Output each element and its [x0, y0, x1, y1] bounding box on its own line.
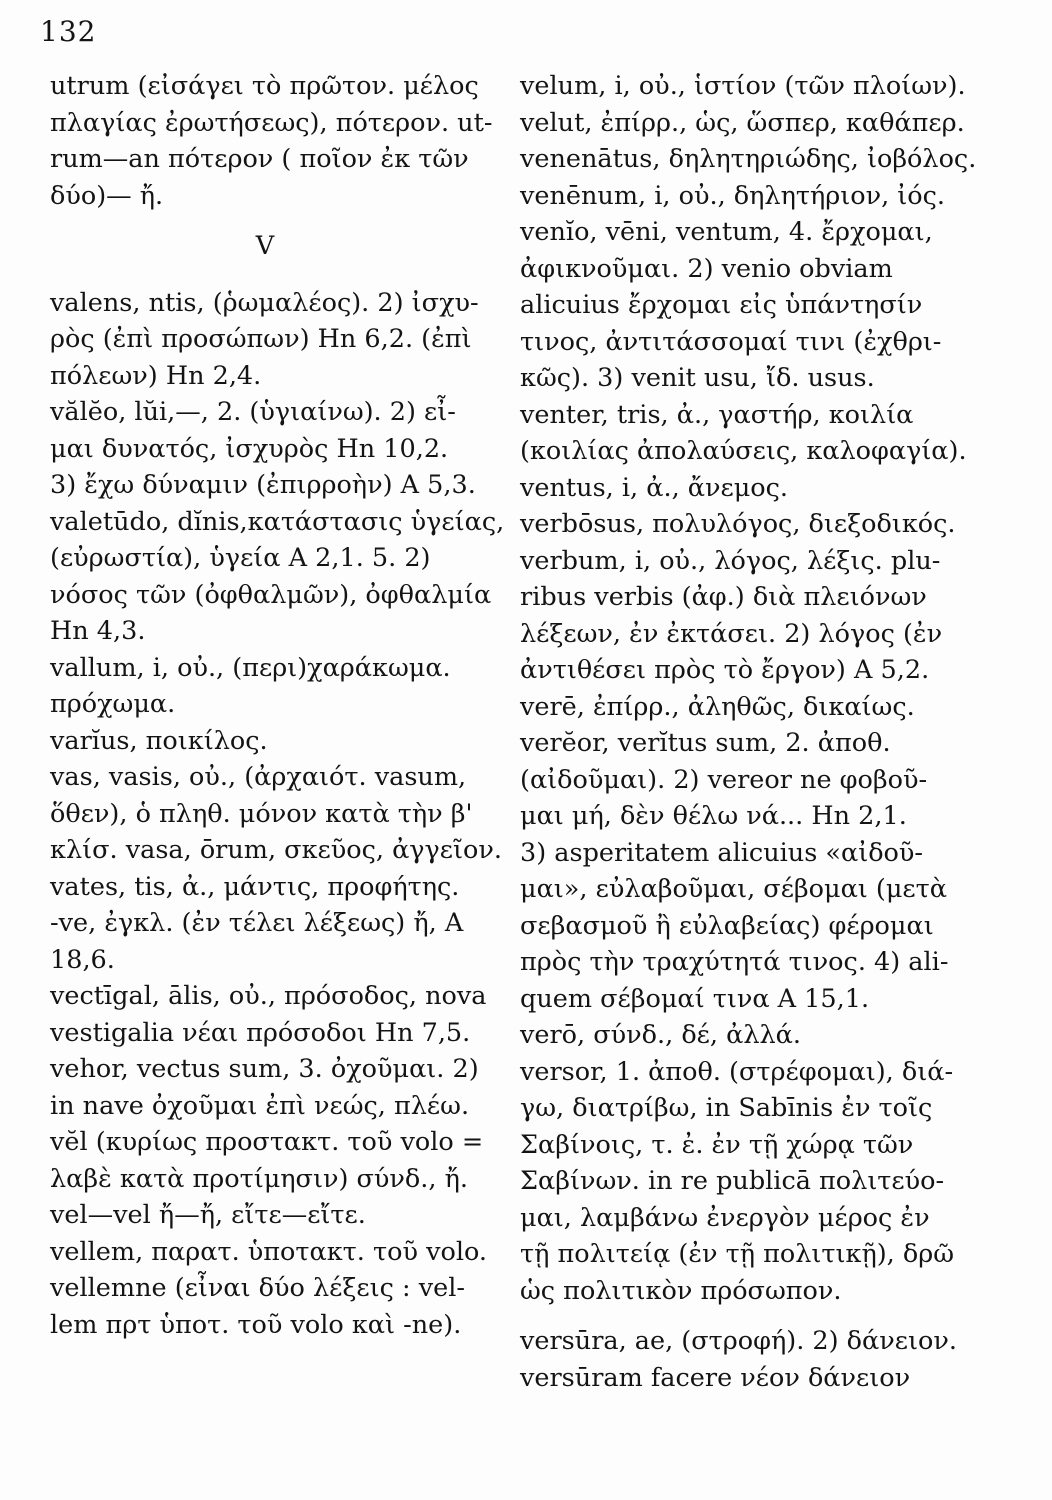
entry-line: verē, ἐπίρρ., ἀληθῶς, δικαίως. [520, 691, 915, 722]
entry-line: rum—an πότερον ( ποῖον ἐκ τῶν [50, 144, 469, 174]
entry-line: vellemne (εἶναι δύο λέξεις : vel- [50, 1273, 465, 1303]
page-number: 132 [40, 15, 97, 48]
entry-line: (εὐρωστία), ὑγεία A 2,1. 5. 2) [50, 543, 431, 573]
entry-line: vălĕo, lŭi,—, 2. (ὑγιαίνω). 2) εἶ- [50, 397, 456, 427]
entry-line: valetūdo, dĭnis,κατάστασις ὑγείας, [50, 506, 505, 537]
entry-line: (κοιλίας ἀπολαύσεις, καλοφαγία). [520, 436, 967, 466]
entry-line: venter, tris, ἀ., γαστήρ, κοιλία [520, 399, 914, 430]
entry-line: μαι μή, δὲν θέλω νά... Hn 2,1. [520, 801, 907, 831]
section-letter-heading: V [255, 231, 275, 261]
right-column [520, 68, 1020, 1396]
entry-line: νόσος τῶν (ὀφθαλμῶν), ὀφθαλμία [50, 579, 492, 610]
entry-line: ἀντιθέσει πρὸς τὸ ἔργον) A 5,2. [520, 655, 930, 685]
entry-line: λέξεων, ἐν ἐκτάσει. 2) λόγος (ἐν [520, 618, 943, 649]
entry-line: valens, ntis, (ῥωμαλέος). 2) ἰσχυ- [50, 287, 479, 318]
entry-line: σεβασμοῦ ἢ εὐλαβείας) φέρομαι [520, 910, 934, 941]
entry-line: vallum, i, οὐ., (περι)χαράκωμα. [50, 652, 451, 683]
entry-line: μαι», εὐλαβοῦμαι, σέβομαι (μετὰ [520, 874, 947, 904]
entry-line: verō, σύνδ., δέ, ἀλλά. [520, 1020, 801, 1050]
entry-line: vestigalia νέαι πρόσοδοι Hn 7,5. [50, 1017, 471, 1048]
entry-line: Σαβίνοις, τ. ἐ. ἐν τῇ χώρᾳ τῶν [520, 1129, 914, 1160]
entry-line: velum, i, οὐ., ἱστίον (τῶν πλοίων). [520, 71, 966, 101]
entry-line: ribus verbis (ἀφ.) διὰ πλειόνων [520, 582, 927, 612]
entry-line: vas, vasis, οὐ., (ἀρχαιότ. vasum, [50, 762, 467, 792]
entry-line: versūra, ae, (στροφή). 2) δάνειον. [520, 1326, 957, 1356]
left-column [50, 68, 505, 1343]
entry-line: πρόχωμα. [50, 689, 176, 719]
entry-line: δύο)— ἤ. [50, 180, 164, 211]
entry-line: venēnum, i, οὐ., δηλητήριον, ἰός. [520, 180, 946, 211]
entry-line: in nave ὀχοῦμαι ἐπὶ νεώς, πλέω. [50, 1090, 470, 1121]
entry-line: μαι δυνατός, ἰσχυρὸς Hn 10,2. [50, 433, 449, 464]
entry-line: vehor, vectus sum, 3. ὀχοῦμαι. 2) [50, 1054, 479, 1084]
entry-line: πρὸς τὴν τραχύτητά τινος. 4) ali- [520, 947, 949, 977]
entry-line: verbōsus, πολυλόγος, διεξοδικός. [520, 509, 956, 539]
entry-line: versor, 1. ἀποθ. (στρέφομαι), διά- [520, 1056, 954, 1087]
entry-line: τινος, ἀντιτάσσομαί τινι (ἐχθρι- [520, 326, 942, 357]
entry-line: ventus, i, ἀ., ἄνεμος. [520, 472, 789, 503]
entry-line: vellem, παρατ. ὑποτακτ. τοῦ volo. [50, 1236, 487, 1267]
entry-line: vĕl (κυρίως προστακτ. τοῦ volo = [50, 1127, 484, 1157]
entry-line: vel—vel ἤ—ἤ, εἴτε—εἴτε. [50, 1200, 366, 1230]
entry-line: varĭus, ποικίλος. [50, 725, 268, 756]
entry-line: ὡς πολιτικὸν πρόσωπον. [520, 1275, 842, 1306]
entry-line: ρὸς (ἐπὶ προσώπων) Hn 6,2. (ἐπὶ [50, 324, 472, 354]
entry-line: 3) asperitatem alicuius «αἰδοῦ- [520, 837, 924, 868]
entry-line: ὅθεν), ὁ πληθ. μόνον κατὰ τὴν β' [50, 798, 473, 829]
entry-line: λαβὲ κατὰ προτίμησιν) σύνδ., ἤ. [50, 1163, 468, 1194]
entry-line: -ve, ἐγκλ. (ἐν τέλει λέξεως) ἤ, A [50, 908, 464, 938]
entry-line: Hn 4,3. [50, 616, 146, 646]
entry-line: vectīgal, ālis, οὐ., πρόσοδος, nova [50, 981, 487, 1011]
entry-line: quem σέβομαί τινα A 15,1. [520, 983, 870, 1014]
entry-line: τῇ πολιτείᾳ (ἐν τῇ πολιτικῇ), δρῶ [520, 1239, 955, 1269]
entry-line: γω, διατρίβω, in Sabīnis ἐν τοῖς [520, 1093, 933, 1123]
entry-line: πόλεων) Hn 2,4. [50, 360, 262, 391]
entry-line: versūram facere νέον δάνειον [520, 1362, 911, 1393]
entry-line: venenātus, δηλητηριώδης, ἰοβόλος. [520, 144, 977, 174]
entry-line: lem πρτ ὑποτ. τοῦ volo καὶ -ne). [50, 1309, 462, 1340]
entry-line: verĕor, verĭtus sum, 2. ἀποθ. [520, 728, 891, 758]
entry-line: 3) ἔχω δύναμιν (ἐπιρροὴν) A 5,3. [50, 470, 476, 500]
entry-line: κλίσ. vasa, ōrum, σκεῦος, ἀγγεῖον. [50, 835, 502, 865]
entry-line: Σαβίνων. in re publicā πολιτεύο- [520, 1166, 945, 1196]
entry-line: μαι, λαμβάνω ἐνεργὸν μέρος ἐν [520, 1202, 930, 1233]
entry-line: velut, ἐπίρρ., ὡς, ὥσπερ, καθάπερ. [520, 107, 965, 138]
entry-line: utrum (εἰσάγει τὸ πρῶτον. μέλος [50, 71, 479, 101]
entry-line: vates, tis, ἀ., μάντις, προφήτης. [50, 871, 460, 902]
entry-line: venĭo, vēni, ventum, 4. ἔρχομαι, [520, 217, 933, 247]
entry-line: πλαγίας ἐρωτήσεως), πότερον. ut- [50, 107, 493, 138]
entry-line: κῶς). 3) venit usu, ἴδ. usus. [520, 363, 875, 393]
entry-line: 18,6. [50, 944, 115, 975]
entry-line: verbum, i, οὐ., λόγος, λέξις. plu- [520, 545, 941, 576]
entry-line: alicuius ἔρχομαι εἰς ὑπάντησίν [520, 290, 923, 320]
entry-line: (αἰδοῦμαι). 2) vereor ne φοβοῦ- [520, 764, 928, 795]
entry-line: ἀφικνοῦμαι. 2) venio obviam [520, 253, 893, 284]
